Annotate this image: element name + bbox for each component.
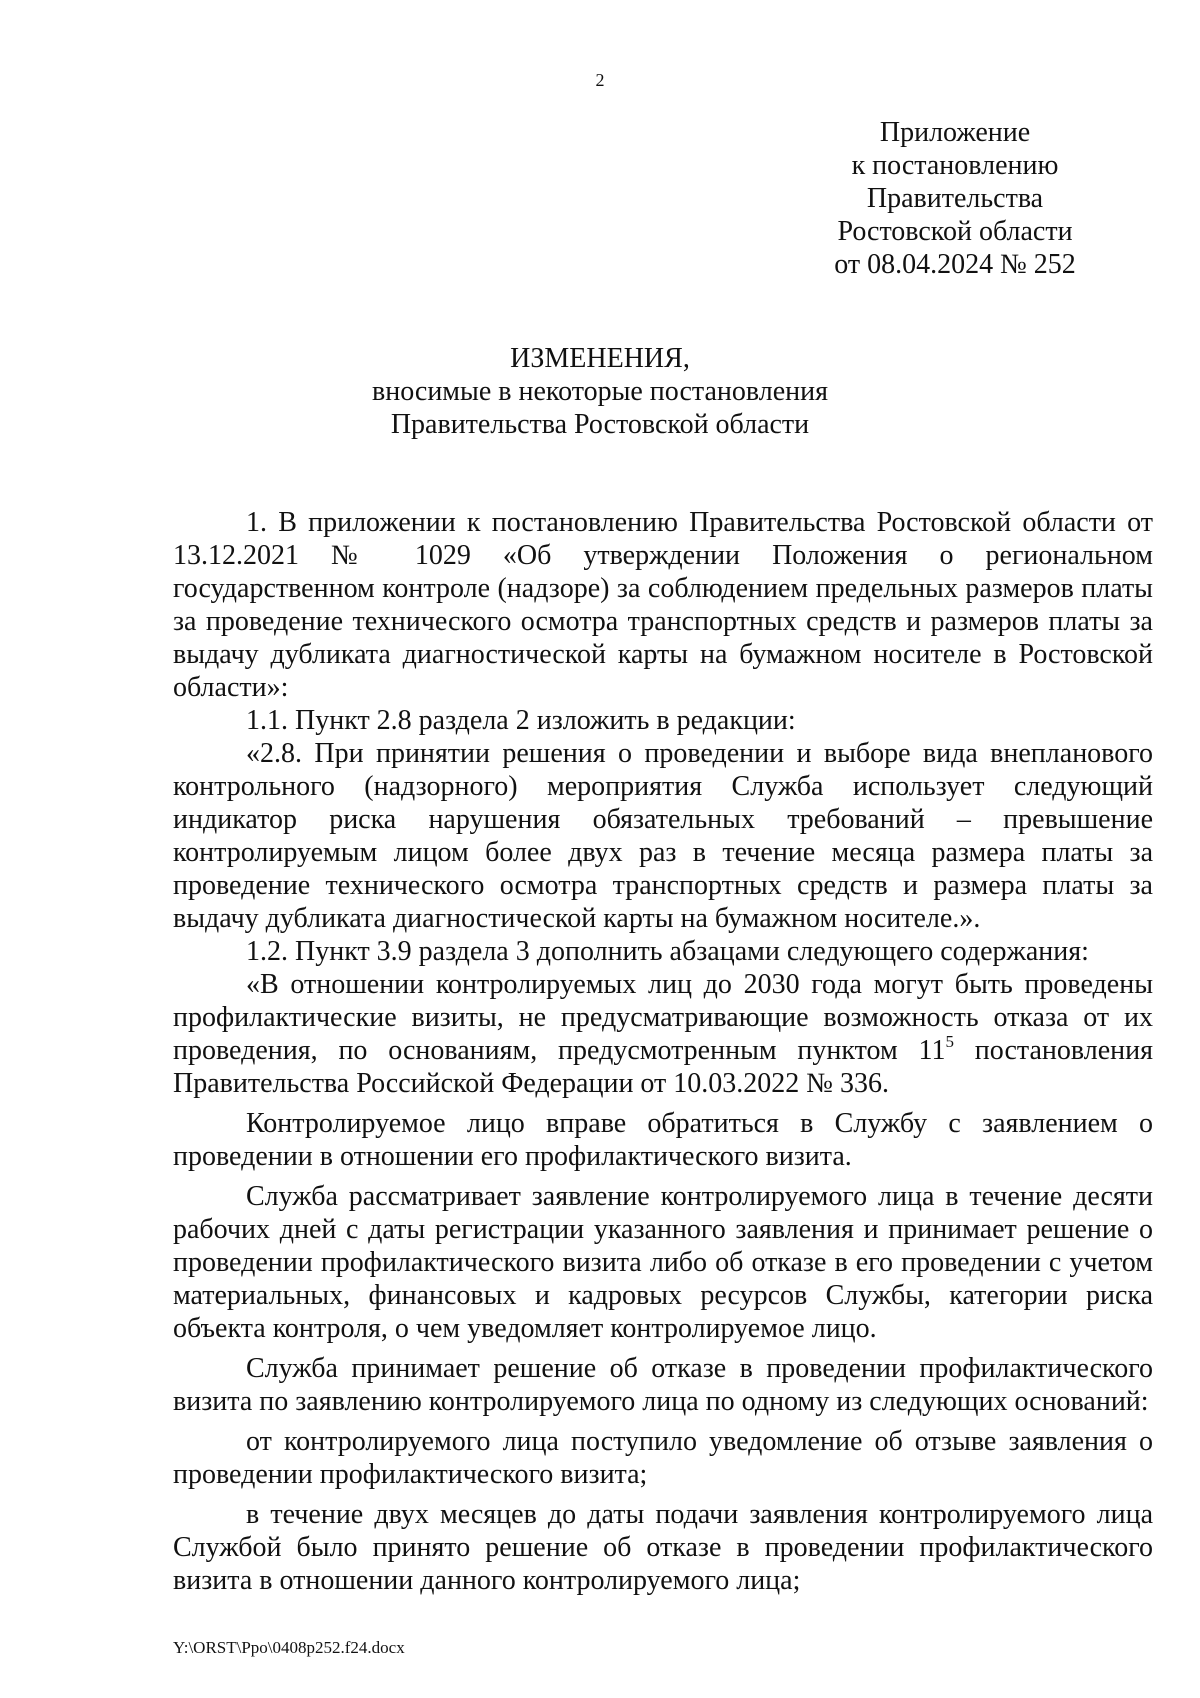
- paragraph: [173, 968, 1153, 1100]
- paragraph: «2.8. При принятии решения о проведении и выборе вида внепланового контрольного (надзорного) мероприятия Служба использует следующий индикатор риска нарушения обязательных требований – превышение контролируемым лицом более двух раз в течение месяца размера платы за проведение технического осмотра транспортных средств и размера платы за выдачу дубликата диагностической карты на бумажном носителе.».: [173, 738, 1153, 934]
- paragraph: 1.1. Пункт 2.8 раздела 2 изложить в редакции:: [246, 705, 796, 736]
- paragraph-text: «В отношении контролируемых лиц до 2030 года могут быть проведены профилактические визиты, не предусматривающие возможность отказа от их проведения, по основаниям, предусмотренным пунктом 11: [173, 969, 1153, 1066]
- appendix-line: к постановлению: [851, 150, 1059, 181]
- appendix-line: от 08.04.2024 № 252: [834, 249, 1076, 280]
- paragraph: в течение двух месяцев до даты подачи заявления контролируемого лица Службой было принято решение об отказе в проведении профилактического визита в отношении данного контролируемого лица;: [173, 1499, 1153, 1596]
- paragraph: 1. В приложении к постановлению Правительства Ростовской области от 13.12.2021 № 1029 «Об утверждении Положения о региональном государственном контроле (надзоре) за соблюдением предельных размеров платы за проведение технического осмотра транспортных средств и размеров платы за выдачу дубликата диагностической карты на бумажном носителе в Ростовской области»:: [173, 507, 1153, 703]
- document-title: [0, 342, 1200, 441]
- title-line: вносимые в некоторые постановления: [371, 376, 829, 407]
- appendix-line: Правительства: [866, 183, 1044, 214]
- title-line: Правительства Ростовской области: [390, 409, 810, 440]
- superscript: 5: [945, 1032, 954, 1051]
- appendix-line: Приложение: [879, 117, 1031, 148]
- paragraph: Служба принимает решение об отказе в проведении профилактического визита по заявлению контролируемого лица по одному из следующих оснований:: [173, 1353, 1153, 1417]
- paragraph: Служба рассматривает заявление контролируемого лица в течение десяти рабочих дней с даты регистрации указанного заявления и принимает решение о проведении профилактического визита либо об отказе в его проведении с учетом материальных, финансовых и кадровых ресурсов Службы, категории риска объекта контроля, о чем уведомляет контролируемое лицо.: [173, 1181, 1153, 1344]
- document-body: [173, 506, 1153, 1597]
- title-heading: ИЗМЕНЕНИЯ,: [510, 343, 690, 374]
- appendix-block: [830, 116, 1080, 281]
- paragraph: от контролируемого лица поступило уведомление об отзыве заявления о проведении профилактического визита;: [173, 1426, 1153, 1490]
- file-path-footer: Y:\ORST\Ppo\0408p252.f24.docx: [173, 1638, 405, 1657]
- paragraph: Контролируемое лицо вправе обратиться в Службу с заявлением о проведении в отношении его профилактического визита.: [173, 1108, 1153, 1172]
- page-number: 2: [595, 70, 605, 90]
- paragraph: 1.2. Пункт 3.9 раздела 3 дополнить абзацами следующего содержания:: [246, 936, 1089, 967]
- paragraph-text: постановления Правительства Российской Федерации от 10.03.2022 № 336.: [173, 1035, 1153, 1099]
- appendix-line: Ростовской области: [837, 216, 1073, 247]
